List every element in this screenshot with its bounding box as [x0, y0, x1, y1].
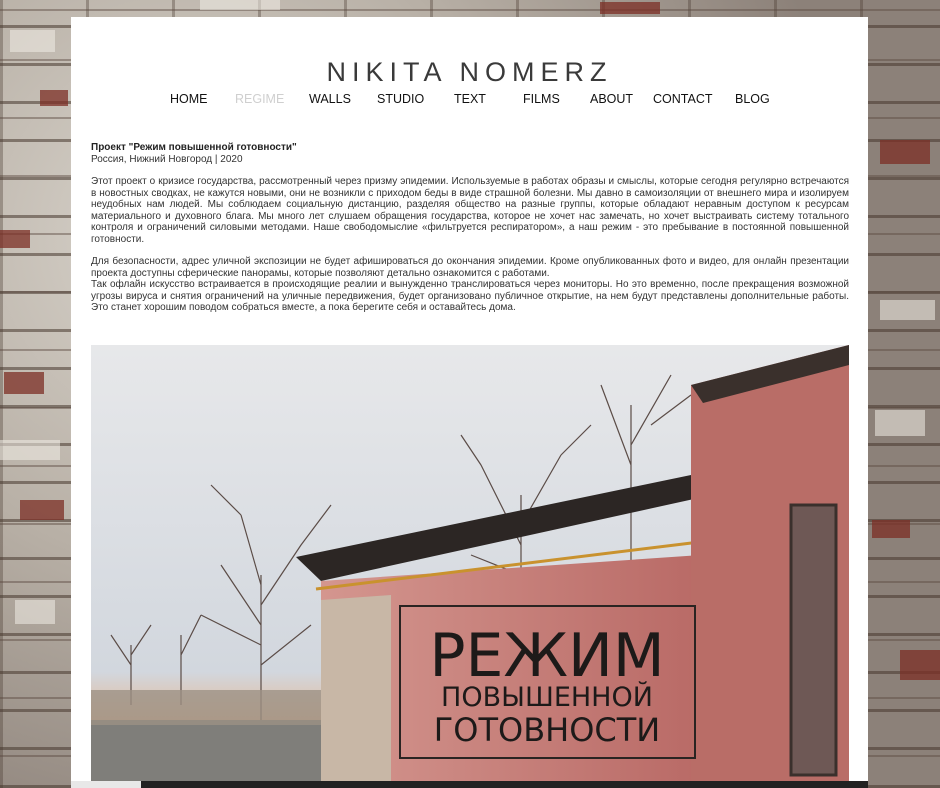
nav-contact[interactable]: CONTACT: [653, 92, 713, 106]
nav-about[interactable]: ABOUT: [590, 92, 634, 106]
article-title: Проект "Режим повышенной готовности": [91, 142, 297, 153]
scrollbar-thumb[interactable]: [71, 781, 141, 788]
article-paragraph-2: Для безопасности, адрес уличной экспозиции не будет афишироваться до окончания эпидемии. Кроме опубликованных фото и видео, для онлайн презентации проекта доступны сферические панорамы, которые позволяют детально ознакомится с работами.: [91, 256, 849, 279]
site-title[interactable]: NIKITA NOMERZ: [326, 57, 613, 87]
horizontal-scrollbar[interactable]: [71, 781, 868, 788]
article-paragraph-3: Так офлайн искусство встраивается в происходящие реалии и вынужденно транслироваться через мониторы. Но это временно, после прекращения возможной угрозы вируса и снятия ограничений на уличные передвижения, будет организовано публичное открытие, на нем будут представлены дополнительные работы. Это станет хорошим поводом собраться вместе, а пока берегите себя и оставайтесь дома.: [91, 279, 849, 313]
nav-walls[interactable]: WALLS: [309, 92, 351, 106]
project-photo[interactable]: [91, 345, 849, 781]
nav-text[interactable]: TEXT: [454, 92, 486, 106]
content-panel: [71, 17, 868, 788]
nav-regime[interactable]: REGIME: [235, 92, 285, 106]
nav-films[interactable]: FILMS: [523, 92, 560, 106]
main-nav: [71, 90, 868, 110]
mural-text-2: ПОВЫШЕННОЙ: [441, 682, 653, 713]
article-subtitle: Россия, Нижний Новгород | 2020: [91, 153, 243, 165]
mural-text-3: ГОТОВНОСТИ: [433, 711, 661, 749]
nav-home[interactable]: HOME: [170, 92, 208, 106]
mural-text-1: РЕЖИМ: [429, 621, 665, 691]
brick-corner: [321, 595, 391, 781]
nav-blog[interactable]: BLOG: [735, 92, 770, 106]
nav-studio[interactable]: STUDIO: [377, 92, 425, 106]
article-text: [91, 142, 849, 314]
window: [791, 505, 836, 775]
article-paragraph-1: Этот проект о кризисе государства, рассмотренный через призму эпидемии. Используемые в работах образы и смыслы, которые сегодня регулярно встречаются в новостных сводках, не кажутся новыми, они не возникли с приходом беды в виде страшной болезни. Мы давно в самоизоляции от внешнего мира и изолируем неудобных нам людей. Мы соблюдаем социальную дистанцию, разделяя общество на разные группы, которые обладают неравным доступом к ресурсам материального и духовного блага. Мы много лет слушаем обращения государства, которое не хочет нас замечать, но хочет выстраивать систему тотального контроля и ограничений силовыми методами. Наше свободомыслие «фильтруется респиратором», а наш режим - это пребывание в постоянной повышенной готовности.: [91, 176, 849, 245]
